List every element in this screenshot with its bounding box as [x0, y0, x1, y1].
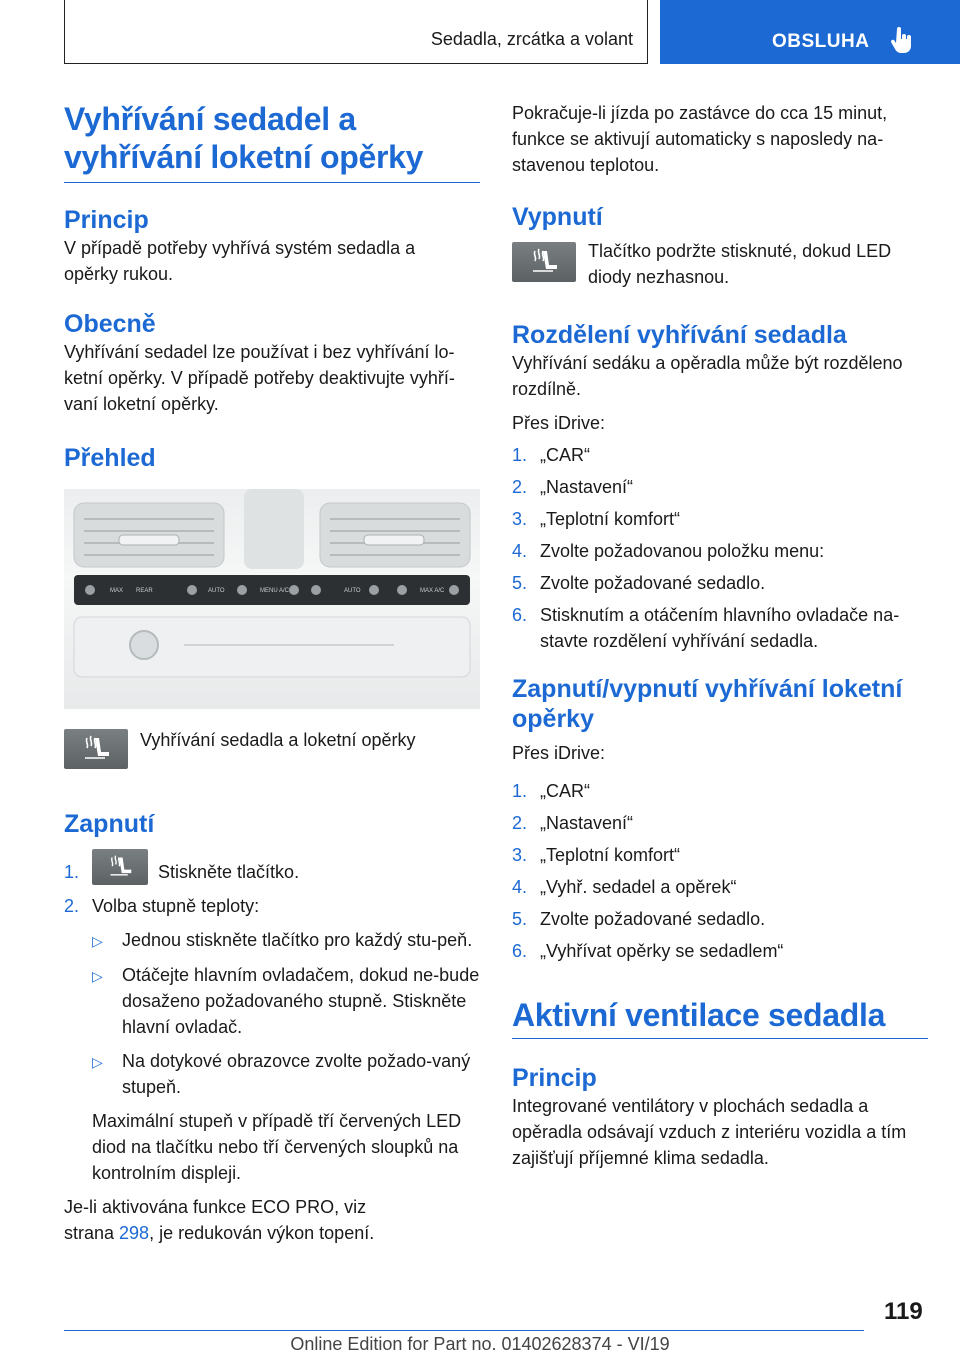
loketni-heading: Zapnutí/vypnutí vyhřívání loketní opěrky — [512, 675, 903, 733]
step-text: „Teplotní komfort“ — [540, 509, 681, 529]
header-chapter-tab[interactable] — [660, 0, 960, 64]
list-item — [92, 927, 480, 954]
bullet-triangle-icon: ▷ — [92, 933, 103, 949]
seat-heat-button-image — [92, 849, 148, 885]
photo-label: MENU A/C — [260, 588, 290, 594]
step-text: „Nastavení“ — [540, 813, 634, 833]
rozdeleni-text: Vyhřívání sedáku a opěradla může být rozděleno rozdílně. — [512, 353, 903, 399]
list-item — [512, 874, 928, 900]
max-level-note: Maximální stupeň v případě tří červených LED diod na tlačítku nebo tří červených sloupků na kontrolním displeji. — [92, 1111, 462, 1183]
list-item — [512, 506, 928, 532]
eco-pro-text: Je-li aktivována funkce ECO PRO, viz — [64, 1197, 367, 1217]
ventilace-heading: Aktivní ventilace sedadla — [512, 997, 886, 1033]
step-number: 2. — [512, 813, 528, 833]
idrive-label: Přes iDrive: — [512, 743, 606, 763]
step-number: 1. — [512, 445, 528, 465]
button-legend — [64, 729, 480, 769]
bullet-triangle-icon: ▷ — [92, 968, 103, 984]
list-item — [512, 906, 928, 932]
step-number: 6. — [512, 605, 528, 625]
list-item — [512, 938, 928, 964]
header-section-title: Sedadla, zrcátka a volant — [430, 29, 633, 49]
vypnuti-row — [512, 242, 928, 290]
idrive-label: Přes iDrive: — [512, 413, 606, 433]
rozdeleni-steps — [512, 442, 928, 654]
vypnuti-text: Tlačítko podržte stisknuté, dokud LED diody nezhasnou. — [588, 241, 892, 287]
prehled-heading: Přehled — [64, 444, 156, 472]
list-item — [512, 570, 928, 596]
button-legend-caption: Vyhřívání sedadla a loketní opěrky — [140, 730, 416, 750]
main-heading — [64, 100, 480, 176]
ventilace-rule — [512, 1038, 928, 1039]
bullet-text: Jednou stiskněte tlačítko pro každý stu‐peň. — [122, 930, 473, 950]
step-number: 3. — [512, 845, 528, 865]
list-item — [512, 842, 928, 868]
seat-heating-icon — [527, 247, 561, 277]
step-text: „CAR“ — [540, 445, 590, 465]
photo-label: REAR — [136, 588, 153, 594]
seat-heating-icon — [79, 734, 113, 764]
intro-text: Pokračuje-li jízda po zastávce do cca 15 minut, funkce se aktivují automaticky s naposledy na‐stavenou teplotou. — [512, 103, 888, 175]
photo-label: MAX A/C — [420, 588, 445, 594]
list-item — [512, 778, 928, 804]
photo-label: MAX — [110, 588, 124, 594]
step-number: 4. — [512, 541, 528, 561]
list-item — [92, 1048, 480, 1100]
step-text: „CAR“ — [540, 781, 590, 801]
vypnuti-heading: Vypnutí — [512, 203, 603, 231]
step-text: Stiskněte tlačítko. — [158, 862, 300, 882]
princip-heading: Princip — [64, 206, 149, 234]
step-number: 2. — [512, 477, 528, 497]
hand-pointer-icon — [891, 27, 913, 55]
list-item — [512, 602, 928, 654]
step-number: 1. — [64, 862, 80, 882]
list-item — [512, 442, 928, 468]
list-item — [64, 893, 480, 919]
left-column — [64, 100, 480, 1246]
step-text: „Teplotní komfort“ — [540, 845, 681, 865]
list-item — [92, 962, 480, 1040]
footer-edition: Online Edition for Part no. 01402628374 - VI/19 — [290, 1334, 670, 1354]
princip2-text: Integrované ventilátory v plochách sedadla a opěradla odsávají vzduch z interiéru vozidla a tím zajišťují příjemné klima sedadla. — [512, 1096, 907, 1168]
climate-panel-photo — [64, 489, 480, 709]
seat-heat-button-image — [64, 729, 128, 769]
main-heading-line2: vyhřívání loketní opěrky — [64, 139, 424, 175]
step-number: 4. — [512, 877, 528, 897]
step-number: 3. — [512, 509, 528, 529]
step-text: Zvolte požadovanou položku menu: — [540, 541, 825, 561]
eco-pro-text: strana — [64, 1223, 120, 1243]
step-number: 5. — [512, 909, 528, 929]
step-text: „Nastavení“ — [540, 477, 634, 497]
header-chapter-label: OBSLUHA — [772, 31, 870, 52]
rozdeleni-heading: Rozdělení vyhřívání sedadla — [512, 321, 847, 349]
header-section-box — [64, 0, 648, 64]
step-text: Zvolte požadované sedadlo. — [540, 909, 766, 929]
princip-text: V případě potřeby vyhřívá systém sedadla a opěrky rukou. — [64, 238, 416, 284]
list-item — [64, 849, 480, 885]
photo-label: AUTO — [208, 588, 225, 594]
bullet-text: Otáčejte hlavním ovladačem, dokud ne‐bude dosaženo požadovaného stupně. Stiskněte hlavní ovladač. — [122, 965, 480, 1037]
step-text: „Vyhř. sedadel a opěrek“ — [540, 877, 737, 897]
step-number: 1. — [512, 781, 528, 801]
obecne-heading: Obecně — [64, 310, 156, 338]
seat-heat-button-image — [512, 242, 576, 282]
footer-rule — [64, 1330, 864, 1331]
step-text: Volba stupně teploty: — [92, 896, 260, 916]
list-item — [512, 474, 928, 500]
step-text: „Vyhřívat opěrky se sedadlem“ — [540, 941, 784, 961]
loketni-steps — [512, 778, 928, 964]
main-heading-line1: Vyhřívání sedadel a — [64, 101, 356, 137]
zapnuti-heading: Zapnutí — [64, 810, 155, 838]
heading-rule — [64, 182, 480, 183]
bullet-text: Na dotykové obrazovce zvolte požado‐vaný stupeň. — [122, 1051, 471, 1097]
princip2-heading: Princip — [512, 1064, 597, 1092]
step-number: 6. — [512, 941, 528, 961]
seat-heating-icon — [105, 854, 135, 880]
step-text: Stisknutím a otáčením hlavního ovladače na‐stavte rozdělení vyhřívání sedadla. — [540, 605, 900, 651]
step-number: 5. — [512, 573, 528, 593]
right-column — [512, 100, 928, 1171]
step-text: Zvolte požadované sedadlo. — [540, 573, 766, 593]
bullet-triangle-icon: ▷ — [92, 1054, 103, 1070]
zapnuti-steps — [64, 849, 480, 919]
page-number: 119 — [884, 1298, 923, 1325]
page-reference-link[interactable]: 298 — [119, 1223, 150, 1243]
list-item — [512, 538, 928, 564]
photo-label: AUTO — [344, 588, 361, 594]
bullet-list — [92, 927, 480, 1100]
climate-panel-illustration — [64, 489, 480, 709]
obecne-text: Vyhřívání sedadel lze používat i bez vyhřívání lo‐ketní opěrky. V případě potřeby deaktivujte vyhří‐vaní loketní opěrky. — [64, 342, 455, 414]
eco-pro-text: , je redukován výkon topení. — [149, 1223, 375, 1243]
list-item — [512, 810, 928, 836]
eco-pro-note — [64, 1194, 480, 1246]
step-number: 2. — [64, 896, 80, 916]
